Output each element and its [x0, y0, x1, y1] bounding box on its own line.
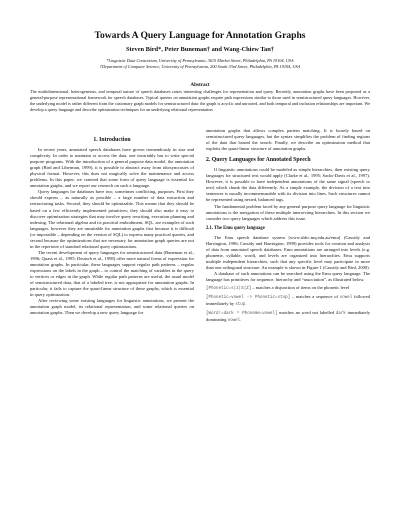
- intro-continuation: annotation graphs that allows complex pattern matching. It is loosely based on semistructured query languages, but the syntax simplifies the problem of finding regions of the data that bound the search. Finally, we describe an optimization method that exploits the quasi-linear structure of annotation graphs.: [206, 128, 370, 152]
- section2-paragraph: If linguistic annotations could be modeled as simple hierarchies, then existing query languages for structured text would apply (Clarke et al., 1995; Sacks-Davis et al., 1997). However, it is possible to have independent annotations of the same signal (speech or text) which chunk the data differently. As a simple example, the division of a text into sentences is usually incommensurable with its division into lines. Such structures cannot be represented using nested, balanced tags.: [206, 167, 370, 203]
- emu-example-sequence: [206, 294, 370, 308]
- subsection-paragraph: A database of such annotations can be searched using the Emu query language. The language has primitives for sequence, hierarchy and “association”, as illustrated below.: [206, 270, 370, 283]
- example-text: – matches a sequence of: [290, 294, 340, 300]
- example-text: .: [245, 301, 247, 307]
- example-code: [Word!=dark ^ Phoneme=vowel]: [206, 312, 278, 317]
- right-column: [206, 128, 370, 326]
- authors: Steven Bird*, Peter Buneman† and Wang-Chiew Tan†: [125, 46, 274, 53]
- intro-paragraph: In recent years, annotated speech databases have grown tremendously in size and complexity. In order to maintain or access the data, one invariably has to write special purpose programs. With the introduction of a general purpose data model, the annotation graph (Bird and Liberman, 1999), it is possible to abstract away from idiosyncrasies of physical format. However, this does not magically solve the maintenance and access problems. In this paper, we contend that some form of query language is essential for annotation graphs, and we report our research on such a language.: [30, 147, 194, 189]
- section-heading-introduction: 1. Introduction: [93, 137, 131, 143]
- abstract-heading: Abstract: [190, 82, 210, 88]
- example-text: matches an word not labelled: [277, 310, 336, 316]
- example-text: followed immediately by: [206, 294, 370, 307]
- paper-title: Towards A Query Language for Annotation Graphs: [94, 30, 306, 41]
- example-code-inline: vowel: [227, 319, 241, 324]
- affiliation-ldc: *Linguistic Data Consortium, University of Pennsylvania, 3615 Market Street, Philadelphia, PA 19104, USA: [106, 58, 294, 63]
- emu-example-disjunction: [206, 285, 370, 292]
- subsection-heading-emu: 2.1. The Emu query language: [206, 225, 265, 231]
- example-text: .: [240, 317, 242, 323]
- intro-paragraph: After reviewing some existing languages for linguistic annotations, we present the annotation graph model, its relational representation, and some relational queries on annotation graphs. Then we develop a new query language for: [30, 298, 194, 316]
- subsection-paragraph: The Emu speech database system [www.shlrc.mq.edu.au/emu] (Cassidy and Harrington, 1996; Cassidy and Harrington, 1999) provides tools for creation and analysis of data from annotated speech databases. Emu annotations are arranged into levels (e.g. phoneme, syllable, word), and levels are organized into hierarchies. Emu supports multiple independent hierarchies, such that any specific level may participate in more than one orthogonal structure. An example is shown in Figure 1 (Cassidy and Bird, 2000).: [206, 234, 370, 270]
- abstract-text: The multidimensional, heterogeneous, and temporal nature of speech databases raises interesting challenges for representation and query. Recently, annotation graphs have been proposed as a general-purpose representational framework for speech databases. Typical queries on annotation graphs require path expressions similar to those used in semistructured query languages. However, the underlying model is rather different from the customary graph models for semistructured data: the graph is acyclic and unrooted, and both temporal and inclusion relationships are important. We develop a query language and describe optimization techniques for an underlying relational representation.: [30, 89, 370, 113]
- emu-example-hierarchy: [206, 310, 370, 324]
- section2-paragraph: The fundamental problem faced by any general purpose query language for linguistic annotations is the navigation of these multiple intersecting hierarchies. In this section we consider two query languages which address this issue.: [206, 203, 370, 221]
- example-code: [Phonetic=s|z|S|Z]: [206, 287, 252, 292]
- example-text: – matches a disjunction of items on the phonetic level: [251, 285, 350, 291]
- intro-paragraph: Query languages for databases have two, sometimes conflicting, purposes. First they should express – as naturally as possible – a large number of data extraction and restructuring tasks. Second, they should be optimizable. This means that they should be based on a few efficiently implemented primitives; they should also make it easy to discover optimization strategies that may involve query rewriting, execution planning and indexing. The relational algebra and its practical embodiment, SQL, are examples of such languages, however they are unsuitable for annotation graphs first because it is difficult (or impossible – depending on the version of SQL) to express many practical queries, and second because the optimizations that are necessary for annotation graph queries are not in the repertoire of standard relational query optimizations.: [30, 189, 194, 249]
- intro-paragraph: The recent development of query languages for semistructured data (Buneman et al., 1996; Quass et al., 1995; Deutsch et al., 1998) offer more natural forms of expression for annotation graphs. In particular, these languages support regular path patterns – regular expressions on the labels in the graph – to control the matching of variables in the query to vertices or edges in the graph. While regular path patterns are useful, the usual model of semistructured data, that of a labeled tree, is not appropriate for annotation graphs. In particular, it fails to capture the quasi-linear structure of these graphs, which is essential in query optimization.: [30, 249, 194, 298]
- example-code-inline: vowel: [339, 296, 353, 301]
- example-text: immediately dominating: [206, 310, 370, 323]
- section-heading-query-languages: 2. Query Languages for Annotated Speech: [206, 157, 311, 164]
- example-code-inline: stop: [235, 303, 246, 308]
- affiliation-cs: †Department of Computer Science, University of Pennsylvania, 200 South 33rd Street, Philadelphia, PA 19104, USA: [99, 64, 301, 69]
- example-code-inline: dark: [335, 312, 346, 317]
- left-column: [30, 137, 194, 316]
- example-code: [Phonetic=vowel -> Phonetic=stop]: [206, 296, 291, 301]
